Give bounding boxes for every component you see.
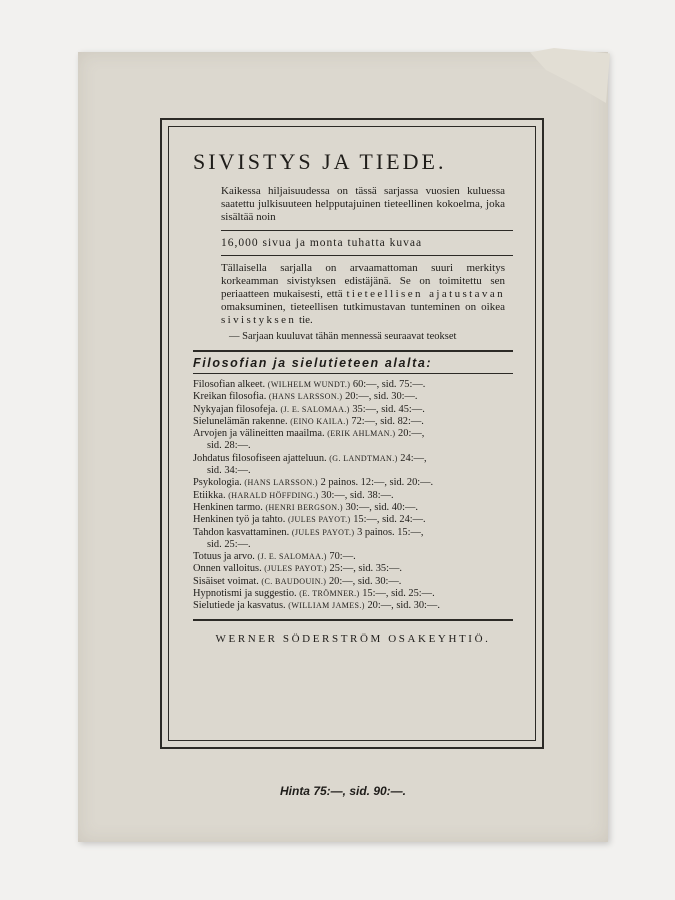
book-price: 15:—, sid. 25:—. (359, 588, 435, 600)
book-item (193, 514, 513, 526)
description-emphasis: sivistyksen (221, 314, 297, 326)
book-author: (ERIK AHLMAN.) (327, 429, 396, 439)
section-title: Filosofian ja sielutieteen alalta: (193, 356, 433, 370)
book-item (193, 563, 513, 575)
book-author: (HANS LARSSON.) (268, 392, 343, 402)
book-price: sid. 34:—. (207, 465, 251, 477)
book-price: 30:—, sid. 38:—. (318, 489, 394, 501)
description-text: omaksuminen, tieteellisen tutkimustavan tunteminen on oikea (221, 301, 505, 313)
book-item-continued (193, 440, 513, 452)
book-item (193, 477, 513, 489)
book-author: (JULES PAYOT.) (264, 564, 327, 574)
book-author: (EINO KAILA.) (290, 416, 349, 426)
book-title: Filosofian alkeet. (193, 379, 266, 390)
book-item (193, 404, 513, 416)
book-title: Sielutiede ja kasvatus. (193, 600, 286, 612)
series-description (221, 262, 505, 327)
book-author: (WILHELM WUNDT.) (267, 380, 351, 389)
book-title: Tahdon kasvattaminen. (193, 526, 290, 538)
book-price: 60:—, sid. 75:—. (350, 379, 426, 390)
book-title: Arvojen ja välineitten maailma. (193, 428, 325, 440)
book-item-continued (193, 539, 513, 551)
book-author: (HARALD HÖFFDING.) (228, 490, 319, 500)
book-author: (JULES PAYOT.) (291, 527, 355, 537)
book-title: Etiikka. (193, 489, 226, 501)
book-item (193, 379, 513, 391)
advert-frame-inner (168, 126, 536, 741)
book-price: 20:—, sid. 30:—. (326, 575, 402, 587)
book-item-continued (193, 465, 513, 477)
book-price: 20:—, (395, 428, 425, 440)
book-author: (C. BAUDOUIN.) (261, 576, 327, 586)
book-title: Henkinen työ ja tahto. (193, 514, 286, 526)
book-item (193, 527, 513, 539)
book-title: Onnen valloitus. (193, 563, 262, 575)
book-back-cover (78, 52, 608, 842)
description-emphasis: tieteellisen ajatustavan (346, 288, 505, 300)
divider (221, 255, 513, 256)
book-author: (HANS LARSSON.) (244, 478, 318, 488)
book-price: 20:—, sid. 30:—. (364, 600, 440, 612)
book-item (193, 588, 513, 600)
book-item (193, 453, 513, 465)
pages-line: 16,000 sivua ja monta tuhatta kuvaa (221, 237, 423, 249)
divider (221, 230, 513, 231)
book-item (193, 391, 513, 403)
book-title: Psykologia. (193, 477, 242, 489)
book-price: sid. 28:—. (207, 440, 251, 452)
book-title: Nykyajan filosofeja. (193, 403, 278, 415)
description-text: tie. (296, 314, 313, 326)
book-price: 20:—, sid. 30:—. (342, 391, 418, 403)
book-title: Kreikan filosofia. (193, 391, 267, 403)
section-divider (193, 350, 513, 352)
book-item (193, 428, 513, 440)
section-divider (193, 619, 513, 621)
book-price: 2 painos. 12:—, sid. 20:—. (317, 477, 434, 489)
book-list (193, 379, 513, 613)
book-author: (G. LANDTMAN.) (329, 453, 398, 463)
book-price: sid. 25:—. (207, 538, 251, 550)
book-author: (JULES PAYOT.) (287, 515, 351, 525)
book-title: Henkinen tarmo. (193, 501, 263, 513)
series-title: SIVISTYS JA TIEDE. (193, 149, 447, 174)
book-price: 72:—, sid. 82:—. (348, 415, 424, 427)
advert-frame (160, 118, 544, 749)
book-title: Johdatus filosofiseen ajatteluun. (193, 452, 327, 464)
book-author: (WILLIAM JAMES.) (288, 601, 365, 611)
book-price: 25:—, sid. 35:—. (326, 563, 403, 575)
book-author: (J. E. SALOMAA.) (280, 404, 350, 414)
book-price: 3 painos. 15:—, (354, 526, 424, 538)
book-price: 30:—, sid. 40:—. (342, 501, 419, 513)
section-divider (193, 373, 513, 374)
price-line: Hinta 75:—, sid. 90:—. (279, 784, 407, 798)
book-price: 35:—, sid. 45:—. (349, 403, 425, 415)
book-item (193, 490, 513, 502)
book-price: 70:—. (326, 551, 356, 563)
book-item (193, 576, 513, 588)
intro-paragraph: Kaikessa hiljaisuudessa on tässä sarjassa vuosien kuluessa saatettu julkisuuteen helpputajuinen tieteellinen kokoelma, joka sisältää noin (221, 185, 505, 223)
description-text: Tällaisella sarjalla on arvaamattoman suuri merkitys korkeamman sivistyksen edistäjänä. Se on toimitettu sen periaatteen mukaisesti, että (221, 262, 505, 300)
book-title: Hypnotismi ja suggestio. (193, 588, 297, 600)
book-item (193, 502, 513, 514)
book-author: (HENRI BERGSON.) (265, 502, 343, 512)
book-title: Sielunelämän rakenne. (193, 415, 288, 427)
book-item (193, 416, 513, 428)
book-author: (J. E. SALOMAA.) (257, 552, 327, 562)
book-title: Sisäiset voimat. (193, 575, 259, 587)
publisher-name: WERNER SÖDERSTRÖM OSAKEYHTIÖ. (215, 632, 491, 645)
book-item (193, 600, 513, 612)
series-note: — Sarjaan kuuluvat tähän mennessä seuraavat teokset (229, 331, 457, 342)
book-item (193, 551, 513, 563)
book-price: 15:—, sid. 24:—. (350, 514, 426, 526)
book-price: 24:—, (397, 452, 427, 464)
book-author: (E. TRÖMNER.) (299, 589, 360, 599)
book-title: Totuus ja arvo. (193, 551, 255, 563)
